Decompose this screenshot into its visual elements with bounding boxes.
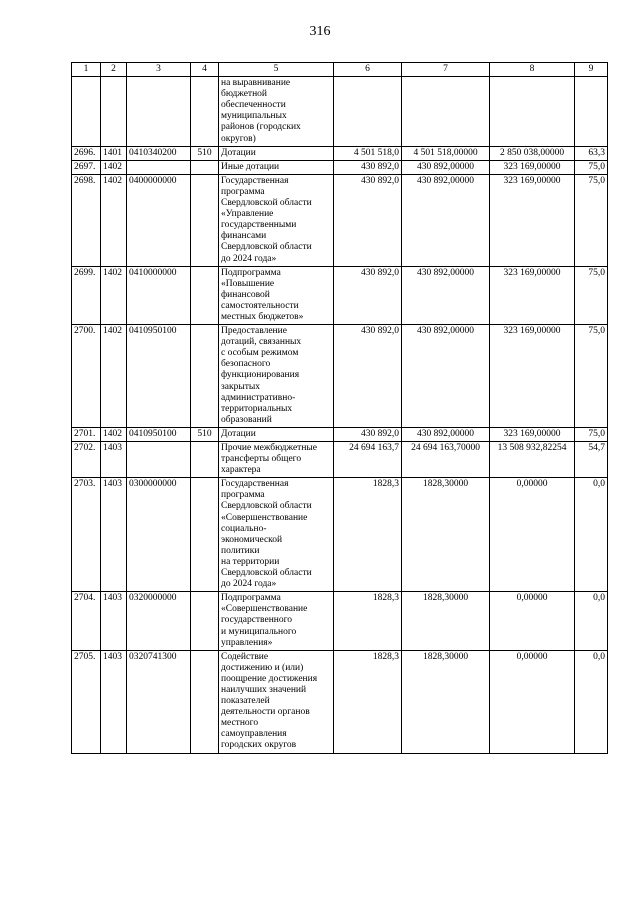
row-number-cell: 2702. [72, 442, 101, 478]
approved-amount-cell: 1828,3 [334, 650, 402, 753]
expense-type-cell: 510 [191, 146, 219, 160]
section-code-cell: 1403 [101, 650, 127, 753]
column-header-5: 5 [219, 63, 334, 77]
section-code-cell: 1403 [101, 478, 127, 592]
table-row [72, 174, 608, 266]
table-row [72, 592, 608, 650]
item-name-cell: Прочие межбюджетные трансферты общего характера [219, 442, 334, 478]
table-row [72, 650, 608, 753]
approved-amount-cell: 24 694 163,7 [334, 442, 402, 478]
percent-cell: 75,0 [575, 160, 608, 174]
target-article-cell: 0410950100 [127, 427, 191, 441]
item-name-cell: на выравнивание бюджетной обеспеченности муниципальных районов (городских округов) [219, 77, 334, 147]
percent-cell: 63,3 [575, 146, 608, 160]
section-code-cell: 1403 [101, 592, 127, 650]
column-header-9: 9 [575, 63, 608, 77]
item-name-cell: Иные дотации [219, 160, 334, 174]
approved-amount-cell: 430 892,0 [334, 266, 402, 324]
executed-amount-cell: 0,00000 [490, 592, 575, 650]
target-article-cell [127, 160, 191, 174]
column-header-1: 1 [72, 63, 101, 77]
expense-type-cell [191, 592, 219, 650]
table-row [72, 427, 608, 441]
table-row [72, 266, 608, 324]
section-code-cell: 1402 [101, 427, 127, 441]
table-body [72, 77, 608, 753]
row-number-cell: 2703. [72, 478, 101, 592]
approved-amount-cell: 430 892,0 [334, 325, 402, 428]
target-article-cell: 0410340200 [127, 146, 191, 160]
specified-amount-cell: 430 892,00000 [402, 266, 490, 324]
target-article-cell [127, 442, 191, 478]
table-header-row [72, 63, 608, 77]
executed-amount-cell: 0,00000 [490, 650, 575, 753]
percent-cell: 0,0 [575, 592, 608, 650]
item-name-cell: Государственная программа Свердловской области «Управление государственными финансами Свердловской области до 2024 года» [219, 174, 334, 266]
expense-type-cell [191, 325, 219, 428]
specified-amount-cell [402, 77, 490, 147]
row-number-cell: 2700. [72, 325, 101, 428]
column-header-2: 2 [101, 63, 127, 77]
section-code-cell: 1402 [101, 266, 127, 324]
table-row [72, 442, 608, 478]
target-article-cell [127, 77, 191, 147]
item-name-cell: Дотации [219, 427, 334, 441]
column-header-4: 4 [191, 63, 219, 77]
column-header-7: 7 [402, 63, 490, 77]
column-header-8: 8 [490, 63, 575, 77]
executed-amount-cell: 323 169,00000 [490, 427, 575, 441]
specified-amount-cell: 1828,30000 [402, 478, 490, 592]
approved-amount-cell: 4 501 518,0 [334, 146, 402, 160]
percent-cell: 75,0 [575, 174, 608, 266]
item-name-cell: Подпрограмма «Повышение финансовой самостоятельности местных бюджетов» [219, 266, 334, 324]
specified-amount-cell: 1828,30000 [402, 592, 490, 650]
expense-type-cell [191, 266, 219, 324]
row-number-cell: 2699. [72, 266, 101, 324]
executed-amount-cell: 323 169,00000 [490, 325, 575, 428]
target-article-cell: 0300000000 [127, 478, 191, 592]
percent-cell: 75,0 [575, 427, 608, 441]
percent-cell: 0,0 [575, 650, 608, 753]
expense-type-cell [191, 174, 219, 266]
specified-amount-cell: 24 694 163,70000 [402, 442, 490, 478]
percent-cell: 75,0 [575, 325, 608, 428]
executed-amount-cell [490, 77, 575, 147]
row-number-cell: 2704. [72, 592, 101, 650]
section-code-cell: 1402 [101, 174, 127, 266]
item-name-cell: Государственная программа Свердловской области «Совершенствование социально- экономической политики на территории Свердловской области до 2024 года» [219, 478, 334, 592]
item-name-cell: Дотации [219, 146, 334, 160]
expense-type-cell: 510 [191, 427, 219, 441]
table-row [72, 478, 608, 592]
specified-amount-cell: 1828,30000 [402, 650, 490, 753]
expense-type-cell [191, 650, 219, 753]
item-name-cell: Содействие достижению и (или) поощрение достижения наилучших значений показателей деятельности органов местного самоуправления городских округов [219, 650, 334, 753]
target-article-cell: 0320000000 [127, 592, 191, 650]
row-number-cell [72, 77, 101, 147]
percent-cell: 0,0 [575, 478, 608, 592]
executed-amount-cell: 0,00000 [490, 478, 575, 592]
specified-amount-cell: 430 892,00000 [402, 325, 490, 428]
approved-amount-cell: 1828,3 [334, 592, 402, 650]
executed-amount-cell: 323 169,00000 [490, 266, 575, 324]
table-row [72, 77, 608, 147]
section-code-cell: 1401 [101, 146, 127, 160]
item-name-cell: Предоставление дотаций, связанных с особым режимом безопасного функционирования закрытых административно- территориальных образований [219, 325, 334, 428]
approved-amount-cell [334, 77, 402, 147]
executed-amount-cell: 2 850 038,00000 [490, 146, 575, 160]
target-article-cell: 0410950100 [127, 325, 191, 428]
row-number-cell: 2701. [72, 427, 101, 441]
row-number-cell: 2697. [72, 160, 101, 174]
specified-amount-cell: 430 892,00000 [402, 160, 490, 174]
row-number-cell: 2696. [72, 146, 101, 160]
percent-cell: 54,7 [575, 442, 608, 478]
item-name-cell: Подпрограмма «Совершенствование государственного и муниципального управления» [219, 592, 334, 650]
table-row [72, 325, 608, 428]
expense-type-cell [191, 442, 219, 478]
executed-amount-cell: 323 169,00000 [490, 160, 575, 174]
percent-cell: 75,0 [575, 266, 608, 324]
approved-amount-cell: 1828,3 [334, 478, 402, 592]
approved-amount-cell: 430 892,0 [334, 174, 402, 266]
table-row [72, 160, 608, 174]
approved-amount-cell: 430 892,0 [334, 160, 402, 174]
table-row [72, 146, 608, 160]
section-code-cell: 1402 [101, 325, 127, 428]
column-header-6: 6 [334, 63, 402, 77]
row-number-cell: 2698. [72, 174, 101, 266]
specified-amount-cell: 430 892,00000 [402, 427, 490, 441]
target-article-cell: 0410000000 [127, 266, 191, 324]
section-code-cell: 1402 [101, 160, 127, 174]
specified-amount-cell: 430 892,00000 [402, 174, 490, 266]
section-code-cell: 1403 [101, 442, 127, 478]
executed-amount-cell: 323 169,00000 [490, 174, 575, 266]
budget-table [71, 62, 608, 754]
approved-amount-cell: 430 892,0 [334, 427, 402, 441]
row-number-cell: 2705. [72, 650, 101, 753]
page-number: 316 [309, 24, 331, 39]
expense-type-cell [191, 77, 219, 147]
percent-cell [575, 77, 608, 147]
column-header-3: 3 [127, 63, 191, 77]
executed-amount-cell: 13 508 932,82254 [490, 442, 575, 478]
expense-type-cell [191, 478, 219, 592]
section-code-cell [101, 77, 127, 147]
expense-type-cell [191, 160, 219, 174]
target-article-cell: 0400000000 [127, 174, 191, 266]
target-article-cell: 0320741300 [127, 650, 191, 753]
specified-amount-cell: 4 501 518,00000 [402, 146, 490, 160]
